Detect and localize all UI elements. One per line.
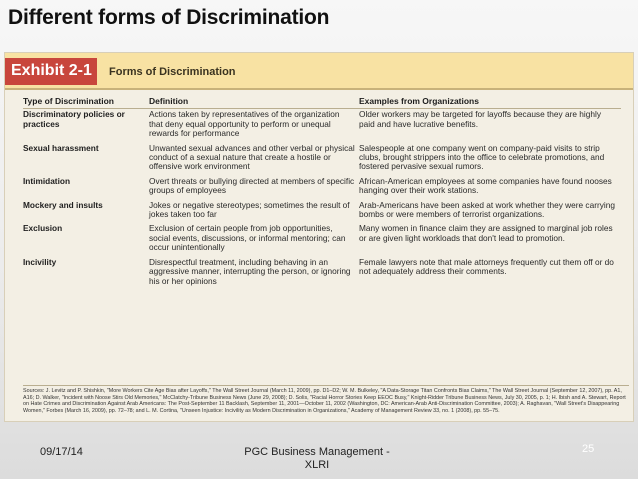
exhibit-tag: Exhibit 2-1 (5, 58, 97, 85)
table-row (23, 109, 621, 143)
page-number: 25 (582, 443, 595, 455)
cell-definition: Overt threats or bullying directed at members of specific groups of employees (149, 175, 355, 196)
header-definition: Definition (149, 95, 359, 109)
cell-example: Arab-Americans have been asked at work whether they were carrying bombs or were members of terrorist organizations. (359, 199, 615, 220)
table-row (23, 200, 621, 224)
table-row (23, 257, 621, 290)
table-row (23, 176, 621, 200)
cell-example: Many women in finance claim they are assigned to marginal job roles or are given light workloads that don't lead to promotion. (359, 223, 613, 243)
cell-definition: Actions taken by representatives of the organization that deny equal opportunity to perform or unequal rewards for performance (149, 109, 340, 139)
cell-type: Sexual harassment (23, 142, 99, 153)
table-row (23, 223, 621, 256)
exhibit-panel (4, 52, 634, 422)
table-header-row (23, 95, 621, 109)
cell-type: Incivility (23, 256, 57, 267)
exhibit-title: Forms of Discrimination (109, 66, 236, 78)
discrimination-table (23, 95, 621, 290)
cell-definition: Disrespectful treatment, including behaving in an aggressive manner, interrupting the person, or ignoring his or her opinions (149, 256, 351, 286)
cell-type: Mockery and insults (23, 199, 103, 210)
slide-title: Different forms of Discrimination (8, 6, 330, 29)
footer-organization: PGC Business Management - XLRI (244, 446, 390, 471)
cell-type: Exclusion (23, 223, 63, 234)
cell-example: Salespeople at one company went on company-paid visits to strip clubs, brought strippers into the office to celebrate promotions, and fostered pervasive sexual rumors. (359, 142, 605, 172)
cell-example: Female lawyers note that male attorneys frequently cut them off or do not adequately address their comments. (359, 256, 614, 277)
cell-type: Intimidation (23, 175, 71, 186)
cell-definition: Unwanted sexual advances and other verbal or physical conduct of a sexual nature that create a hostile or offensive work environment (149, 142, 355, 172)
header-type: Type of Discrimination (23, 95, 149, 109)
cell-type: Discriminatory policies or practices (23, 109, 125, 129)
cell-example: African-American employees at some companies have found nooses hanging over their work stations. (359, 175, 612, 196)
sources-note: Sources: J. Levitz and P. Shishkin, "More Workers Cite Age Bias after Layoffs," The Wall Street Journal (March 11, 2009), pp. D1–D2; W. M. Bulkeley, "A Data-Storage Titan Confronts Bias Claims," The Wall Street Journal (September 12, 2007), pp. A1, A16; D. Walker, "Incident with Noose Stirs Old Memories," McClatchy-Tribune Business News (June 29, 2008); D. Solis, "Racial Horror Stories Keep EEOC Busy," Knight-Ridder Tribune Business News, July 30, 2005, p. 1; H. Ibish and A. Stewart, Report on Hate Crimes and Discrimination Against Arab Americans: The Post-September 11 Backlash, September 11, 2001—October 11, 2002 (Washington, DC: American-Arab Anti-Discrimination Committee, 2003); A. Raghavan, "Wall Street's Disappearing Women," Forbes (March 16, 2009), pp. 72–78; and L. M. Cortina, "Unseen Injustice: Incivility as Modern Discrimination in Organizations," Academy of Management Review 33, no. 1 (2008), pp. 55–75. (23, 385, 629, 414)
footer-date: 09/17/14 (40, 446, 83, 458)
header-examples: Examples from Organizations (359, 95, 621, 109)
exhibit-header-band (5, 53, 633, 90)
cell-definition: Jokes or negative stereotypes; sometimes the result of jokes taken too far (149, 199, 350, 220)
table-row (23, 143, 621, 176)
cell-example: Older workers may be targeted for layoffs because they are highly paid and have lucrative benefits. (359, 109, 601, 129)
cell-definition: Exclusion of certain people from job opportunities, social events, discussions, or informal mentoring; can occur unintentionally (149, 223, 346, 253)
